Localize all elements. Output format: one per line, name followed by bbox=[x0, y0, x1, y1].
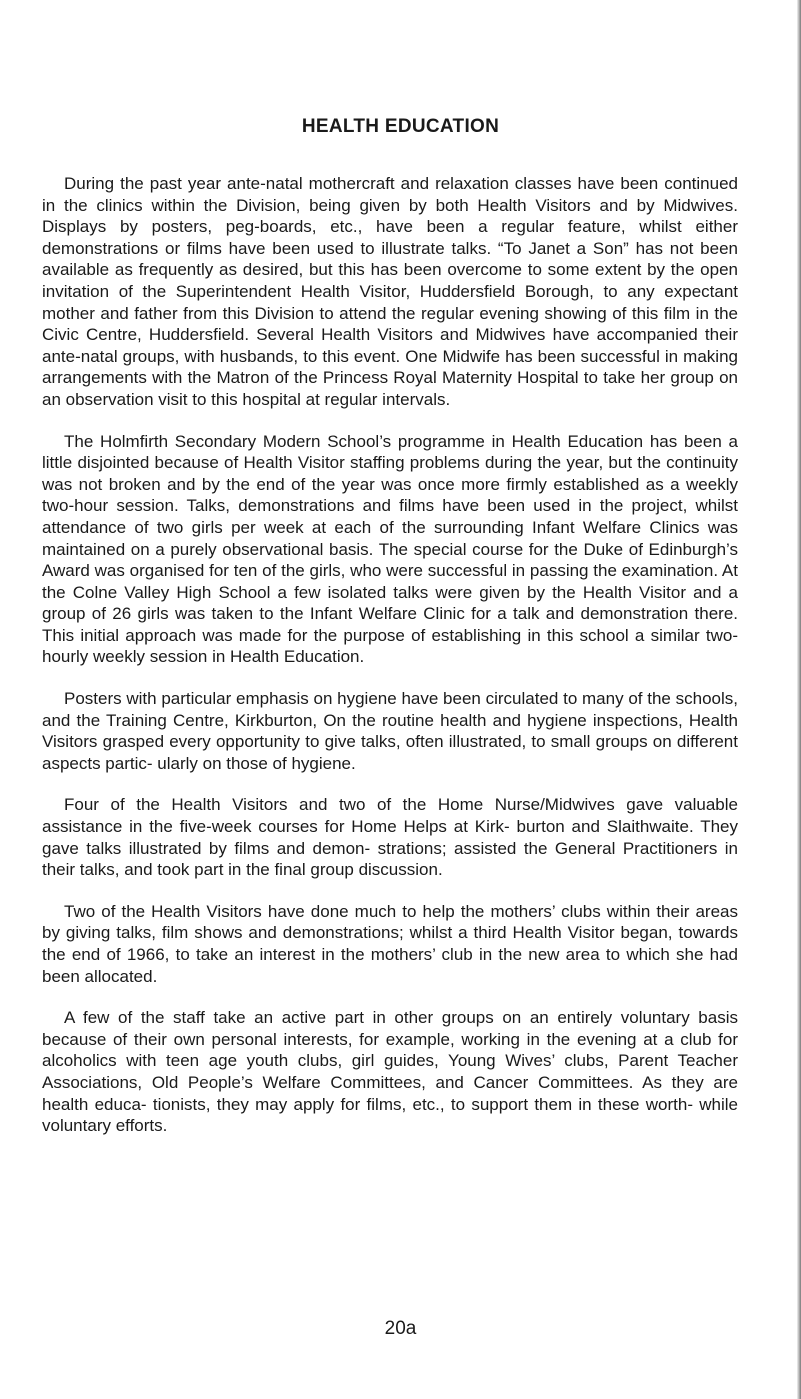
page-edge-shadow bbox=[797, 0, 801, 1399]
body-text bbox=[42, 173, 738, 1157]
paragraph-voluntary-groups: A few of the staff take an active part in other groups on an entirely voluntary basis because of their own personal interests, for example, working in the evening at a club for alcoholics with teen age youth clubs, girl guides, Young Wives’ clubs, Parent Teacher Associations, Old People’s Welfare Committees, and Cancer Committees. As they are health educa- tionists, they may apply for films, etc., to support them in these worth- while voluntary efforts. bbox=[42, 1008, 738, 1136]
paragraph-mothers-clubs: Two of the Health Visitors have done much to help the mothers’ clubs within their areas by giving talks, film shows and demonstrations; whilst a third Health Visitor began, towards the end of 1966, to take an interest in the mothers’ club in the new area to which she had been allocated. bbox=[42, 901, 738, 986]
paragraph-antenatal-classes: During the past year ante-natal mothercraft and relaxation classes have been continued in the clinics within the Division, being given by both Health Visitors and by Midwives. Displays by posters, peg-boards, etc., have been a regular feature, whilst either demonstrations or films have been used to illustrate talks. “To Janet a Son” has not been available as frequently as desired, but this has been overcome to some extent by the open invitation of the Superintendent Health Visitor, Huddersfield Borough, to any expectant mother and father from this Division to attend the regular evening showing of this film in the Civic Centre, Huddersfield. Several Health Visitors and Midwives have accompanied their ante-natal groups, with husbands, to this event. One Midwife has been successful in making arrangements with the Matron of the Princess Royal Maternity Hospital to take her group on an observation visit to this hospital at regular intervals. bbox=[42, 174, 738, 409]
paragraph-posters-hygiene: Posters with particular emphasis on hygiene have been circulated to many of the schools, and the Training Centre, Kirkburton, On the routine health and hygiene inspections, Health Visitors grasped every opportunity to give talks, often illustrated, to small groups on different aspects partic- ularly on those of hygiene. bbox=[42, 689, 738, 773]
page-number: 20a bbox=[384, 1318, 417, 1339]
page-title: HEALTH EDUCATION bbox=[301, 116, 500, 137]
paragraph-home-helps-courses: Four of the Health Visitors and two of the Home Nurse/Midwives gave valuable assistance in the five-week courses for Home Helps at Kirk- burton and Slaithwaite. They gave talks illustrated by films and demon- strations; assisted the General Practitioners in their talks, and took part in the final group discussion. bbox=[42, 795, 738, 880]
paragraph-holmfirth-school: The Holmfirth Secondary Modern School’s programme in Health Education has been a little disjointed because of Health Visitor staffing problems during the year, but the continuity was not broken and by the end of the year was once more firmly established as a weekly two-hour session. Talks, demonstrations and films have been used in the project, whilst attendance of two girls per week at each of the surrounding Infant Welfare Clinics was maintained on a purely observational basis. The special course for the Duke of Edinburgh’s Award was organised for ten of the girls, who were successful in passing the examination. At the Colne Valley High School a few isolated talks were given by the Health Visitor and a group of 26 girls was taken to the Infant Welfare Clinic for a talk and demonstration there. This initial approach was made for the purpose of establishing in this school a similar two-hourly weekly session in Health Education. bbox=[42, 431, 738, 667]
